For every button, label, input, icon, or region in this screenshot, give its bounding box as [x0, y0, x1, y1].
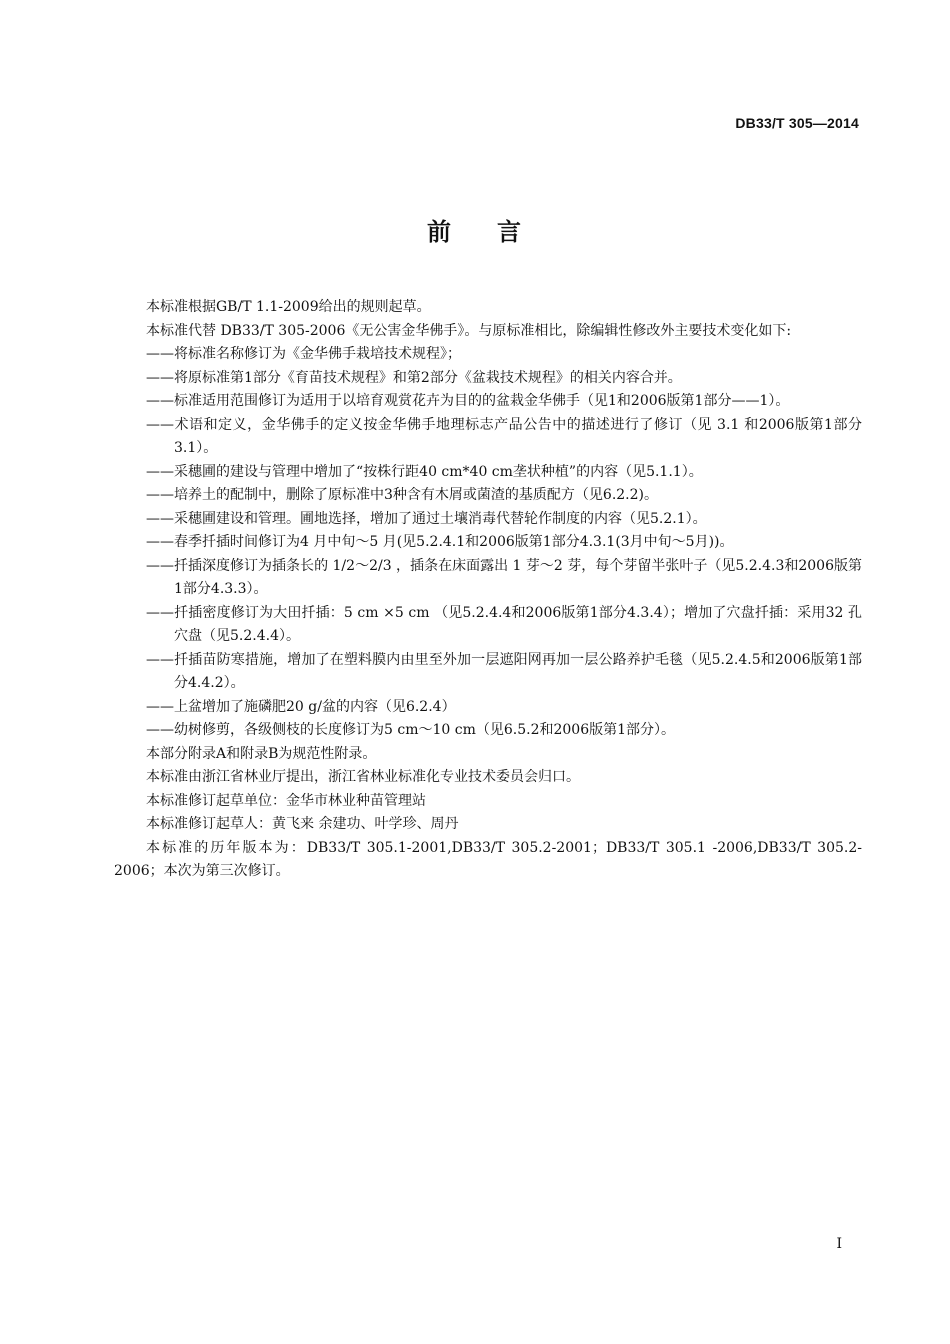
change-item: ——春季扦插时间修订为4 月中旬～5 月(见5.2.4.1和2006版第1部分4.3.1(3月中旬～5月))。 [146, 534, 734, 550]
page-title [0, 212, 950, 247]
document-code: DB33/T 305—2014 [735, 115, 859, 131]
paragraph-proposer: 本标准由浙江省林业厅提出，浙江省林业标准化专业技术委员会归口。 [146, 769, 580, 785]
change-item: ——上盆增加了施磷肥20 g/盆的内容（见6.2.4） [146, 698, 456, 715]
change-item: ——扦插苗防寒措施，增加了在塑料膜内由里至外加一层遮阳网再加一层公路养护毛毯（见5.2.4.5和2006版第1部分4.4.2）。 [146, 651, 862, 691]
change-item: ——将原标准第1部分《育苗技术规程》和第2部分《盆栽技术规程》的相关内容合并。 [146, 369, 682, 386]
page-number: I [836, 1236, 842, 1252]
paragraph-drafting-rules: 本标准根据GB/T 1.1-2009给出的规则起草。 [146, 299, 431, 315]
change-item: ——将标准名称修订为《金华佛手栽培技术规程》； [146, 346, 461, 362]
paragraph-version-history: 本标准的历年版本为：DB33/T 305.1-2001,DB33/T 305.2-2001；DB33/T 305.1 -2006,DB33/T 305.2-2006；本次为第三次修订。 [114, 839, 862, 879]
change-item: ——采穗圃的建设与管理中增加了“按株行距40 cm*40 cm垄状种植”的内容（见5.1.1）。 [146, 463, 703, 480]
foreword-body [114, 296, 862, 884]
paragraph-appendix: 本部分附录A和附录B为规范性附录。 [146, 745, 377, 762]
paragraph-replacement: 本标准代替 DB33/T 305-2006《无公害金华佛手》。与原标准相比，除编辑性修改外主要技术变化如下: [146, 322, 792, 339]
change-item: ——培养土的配制中，删除了原标准中3种含有木屑或菌渣的基质配方（见6.2.2)。 [146, 487, 658, 503]
paragraph-drafters: 本标准修订起草人：黄飞来 余建功、叶学珍、周丹 [146, 816, 459, 832]
paragraph-drafting-unit: 本标准修订起草单位：金华市林业种苗管理站 [146, 792, 426, 809]
title-char-2: 言 [497, 218, 523, 246]
change-item: ——术语和定义，金华佛手的定义按金华佛手地理标志产品公告中的描述进行了修订（见 3.1 和2006版第1部分3.1）。 [146, 416, 862, 456]
change-item: ——采穗圃建设和管理。圃地选择，增加了通过土壤消毒代替轮作制度的内容（见5.2.1）。 [146, 510, 707, 527]
change-item: ——扦插深度修订为插条长的 1/2～2/3 ，插条在床面露出 1 芽～2 芽，每个芽留半张叶子（见5.2.4.3和2006版第1部分4.3.3）。 [146, 557, 862, 597]
change-item: ——幼树修剪，各级侧枝的长度修订为5 cm～10 cm（见6.5.2和2006版第1部分）。 [146, 722, 676, 738]
title-char-1: 前 [427, 218, 453, 246]
change-item: ——扦插密度修订为大田扦插：5 cm ×5 cm （见5.2.4.4和2006版第1部分4.3.4）；增加了穴盘扦插：采用32 孔穴盘（见5.2.4.4）。 [146, 604, 862, 644]
change-item: ——标准适用范围修订为适用于以培育观赏花卉为目的的盆栽金华佛手（见1和2006版第1部分——1）。 [146, 393, 790, 409]
